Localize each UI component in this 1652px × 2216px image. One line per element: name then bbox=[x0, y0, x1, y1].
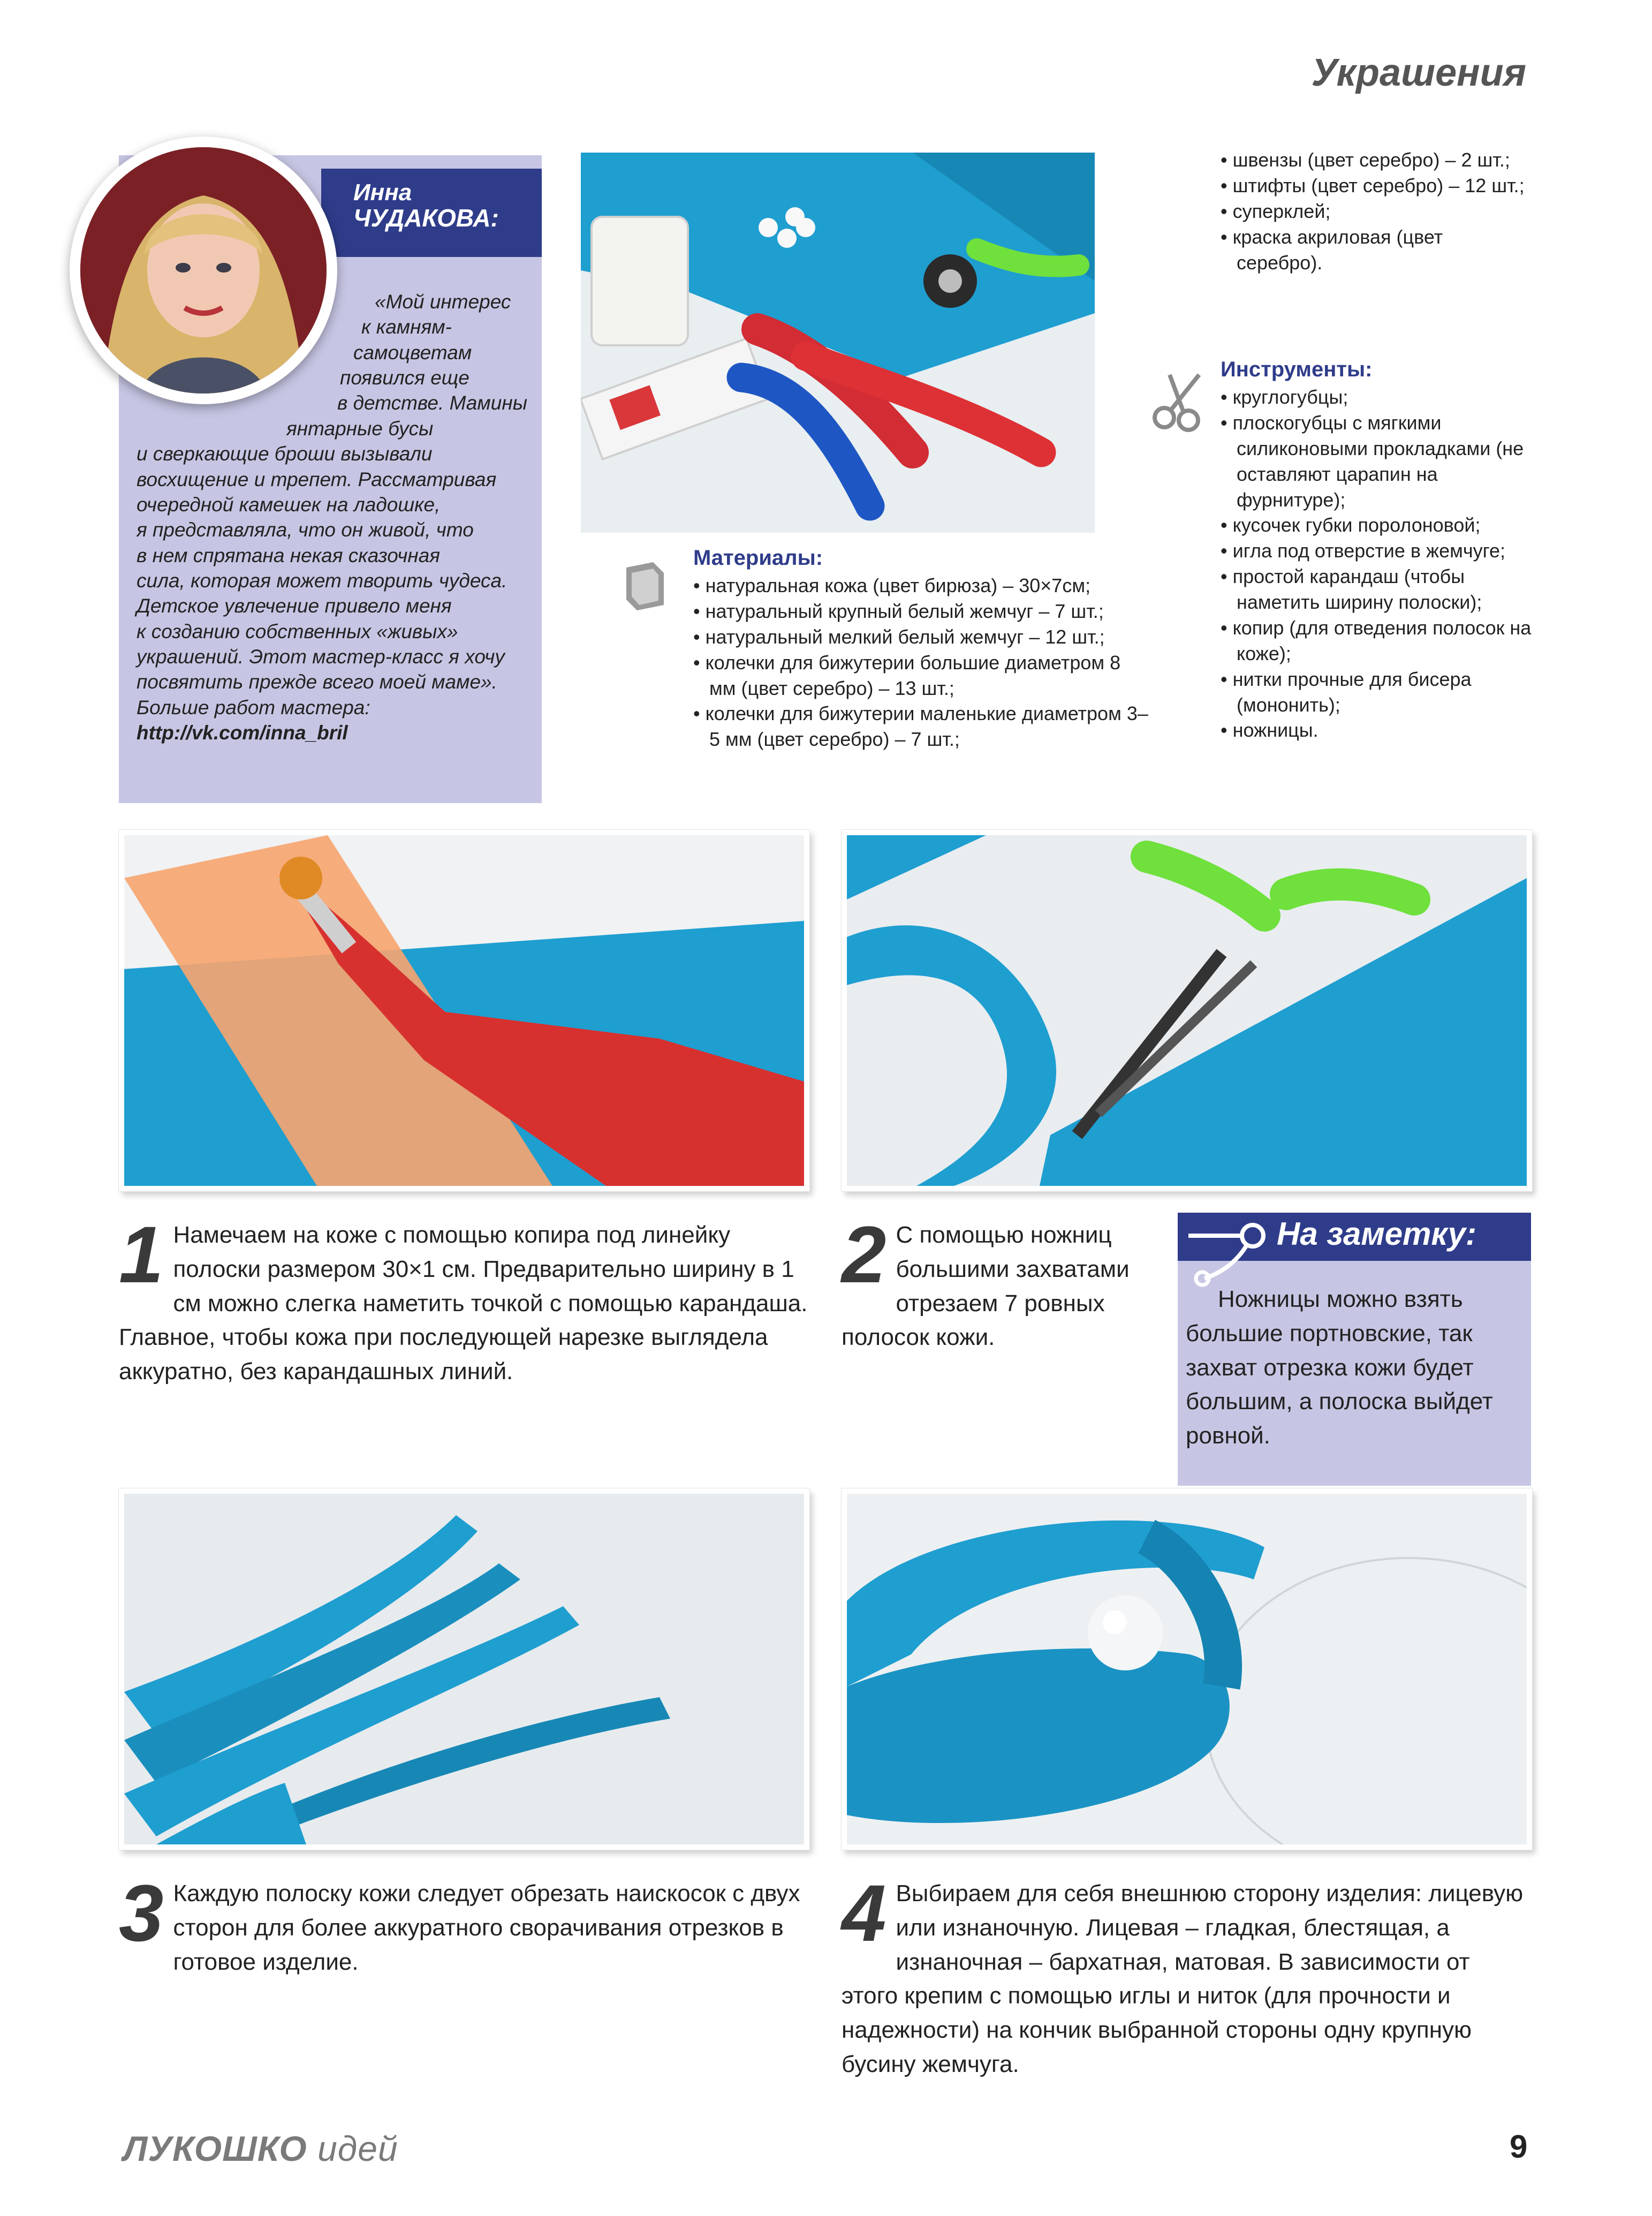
list-item: • плоскогубцы с мягкими силиконовыми прокладками (не оставляют царапин на фурнитуре); bbox=[1221, 410, 1534, 513]
quote-line: сила, которая может творить чудеса. bbox=[137, 569, 507, 592]
quote-line: в нем спрятана некая сказочная bbox=[137, 544, 441, 566]
author-last-name: ЧУДАКОВА: bbox=[353, 204, 499, 232]
magazine-logo bbox=[123, 2128, 398, 2169]
step-4-photo bbox=[842, 1488, 1532, 1850]
brand-main: ЛУКОШКО bbox=[123, 2129, 307, 2168]
list-item: • простой карандаш (чтобы наметить ширину полоски); bbox=[1221, 564, 1534, 615]
author-quote bbox=[137, 289, 530, 745]
list-item: • колечки для бижутерии большие диаметром 8 мм (цвет серебро) – 13 шт.; bbox=[693, 650, 1148, 701]
quote-line: «Мой интерес bbox=[375, 291, 511, 313]
step-number: 1 bbox=[119, 1209, 164, 1299]
materials-list-continued bbox=[1221, 147, 1531, 275]
tools-list bbox=[1221, 384, 1534, 743]
quote-line: к созданию собственных «живых» bbox=[137, 620, 458, 642]
quote-line: Больше работ мастера: bbox=[137, 696, 370, 719]
step-number: 2 bbox=[842, 1209, 886, 1299]
quote-line: к камням- bbox=[361, 316, 452, 338]
step-text: Выбираем для себя внешнюю сторону изделия: лицевую или изнаночную. Лицевая – гладкая, блестящая, а изнаночная – бархатная, матовая. В зависимости от этого крепим с помощью иглы и ниток (для прочности и надежности) на кончик выбранной стороны одну крупную бусину жемчуга. bbox=[842, 1880, 1524, 2077]
quote-line: появился еще bbox=[340, 367, 469, 389]
author-link[interactable]: http://vk.com/inna_bril bbox=[137, 722, 348, 744]
list-item: • круглогубцы; bbox=[1221, 384, 1534, 410]
pin-icon bbox=[1183, 1220, 1274, 1292]
step-3 bbox=[119, 1868, 815, 1979]
materials-icon bbox=[616, 557, 675, 618]
section-title: Украшения bbox=[1311, 51, 1526, 94]
list-item: • колечки для бижутерии маленькие диаметром 3–5 мм (цвет серебро) – 7 шт.; bbox=[693, 701, 1148, 752]
step-text: Каждую полоску кожи следует обрезать наискосок с двух сторон для более аккуратного сворачивания отрезков в готовое изделие. bbox=[173, 1880, 800, 1975]
quote-line: самоцветам bbox=[353, 341, 472, 364]
quote-line: в детстве. Мамины bbox=[337, 392, 527, 414]
quote-line: Детское увлечение привело меня bbox=[137, 595, 452, 617]
note-title: На заметку: bbox=[1277, 1216, 1476, 1252]
materials-list bbox=[693, 573, 1175, 752]
list-item: • копир (для отведения полосок на коже); bbox=[1221, 615, 1534, 667]
brand-sub: идей bbox=[317, 2129, 398, 2168]
quote-line: посвятить прежде всего моей маме». bbox=[137, 671, 497, 693]
quote-line: и сверкающие броши вызывали bbox=[137, 443, 433, 465]
note-text: Ножницы можно взять большие портновские, так захват отрезка кожи будет большим, а полоска выйдет ровной. bbox=[1186, 1286, 1493, 1449]
quote-line: украшений. Этот мастер-класс я хочу bbox=[137, 646, 505, 668]
scissors-icon bbox=[1148, 369, 1207, 436]
step-2-photo bbox=[842, 830, 1532, 1191]
step-3-photo bbox=[119, 1488, 809, 1850]
list-item: • штифты (цвет серебро) – 12 шт.; bbox=[1221, 173, 1526, 199]
step-number: 4 bbox=[842, 1868, 886, 1958]
step-number: 3 bbox=[119, 1868, 164, 1958]
materials-title: Материалы: bbox=[693, 546, 823, 570]
list-item: • краска акриловая (цвет серебро). bbox=[1221, 224, 1515, 276]
quote-line: очередной камешек на ладошке, bbox=[137, 493, 441, 516]
tools-title: Инструменты: bbox=[1221, 358, 1373, 381]
step-1-photo bbox=[119, 830, 809, 1191]
quote-line: янтарные бусы bbox=[286, 417, 434, 440]
step-text: С помощью ножниц большими захватами отрезаем 7 ровных полосок кожи. bbox=[842, 1222, 1130, 1351]
list-item: • кусочек губки поролоновой; bbox=[1221, 512, 1534, 538]
quote-line: восхищение и трепет. Рассматривая bbox=[137, 468, 497, 490]
list-item: • суперклей; bbox=[1221, 199, 1531, 224]
list-item: • натуральная кожа (цвет бирюза) – 30×7см; bbox=[693, 573, 1175, 599]
page-number: 9 bbox=[1510, 2129, 1528, 2165]
step-4 bbox=[842, 1868, 1532, 2082]
list-item: • игла под отверстие в жемчуге; bbox=[1221, 538, 1534, 564]
author-first-name: Инна bbox=[353, 179, 412, 206]
step-text: Намечаем на коже с помощью копира под линейку полоски размером 30×1 см. Предварительно ширину в 1 см можно слегка наметить точкой с помощью карандаша. Главное, чтобы кожа при последующей нарезке выглядела аккуратно, без карандашных линий. bbox=[119, 1222, 808, 1385]
materials-photo bbox=[581, 153, 1095, 533]
step-1 bbox=[119, 1209, 815, 1389]
step-2 bbox=[842, 1209, 1141, 1355]
list-item: • ножницы. bbox=[1221, 717, 1534, 743]
list-item: • натуральный мелкий белый жемчуг – 12 шт.; bbox=[693, 624, 1127, 650]
author-name-badge bbox=[321, 169, 542, 257]
quote-line: я представляла, что он живой, что bbox=[137, 519, 474, 541]
list-item: • швензы (цвет серебро) – 2 шт.; bbox=[1221, 147, 1526, 173]
list-item: • натуральный крупный белый жемчуг – 7 шт.; bbox=[693, 599, 1127, 624]
list-item: • нитки прочные для бисера (мононить); bbox=[1221, 667, 1534, 718]
